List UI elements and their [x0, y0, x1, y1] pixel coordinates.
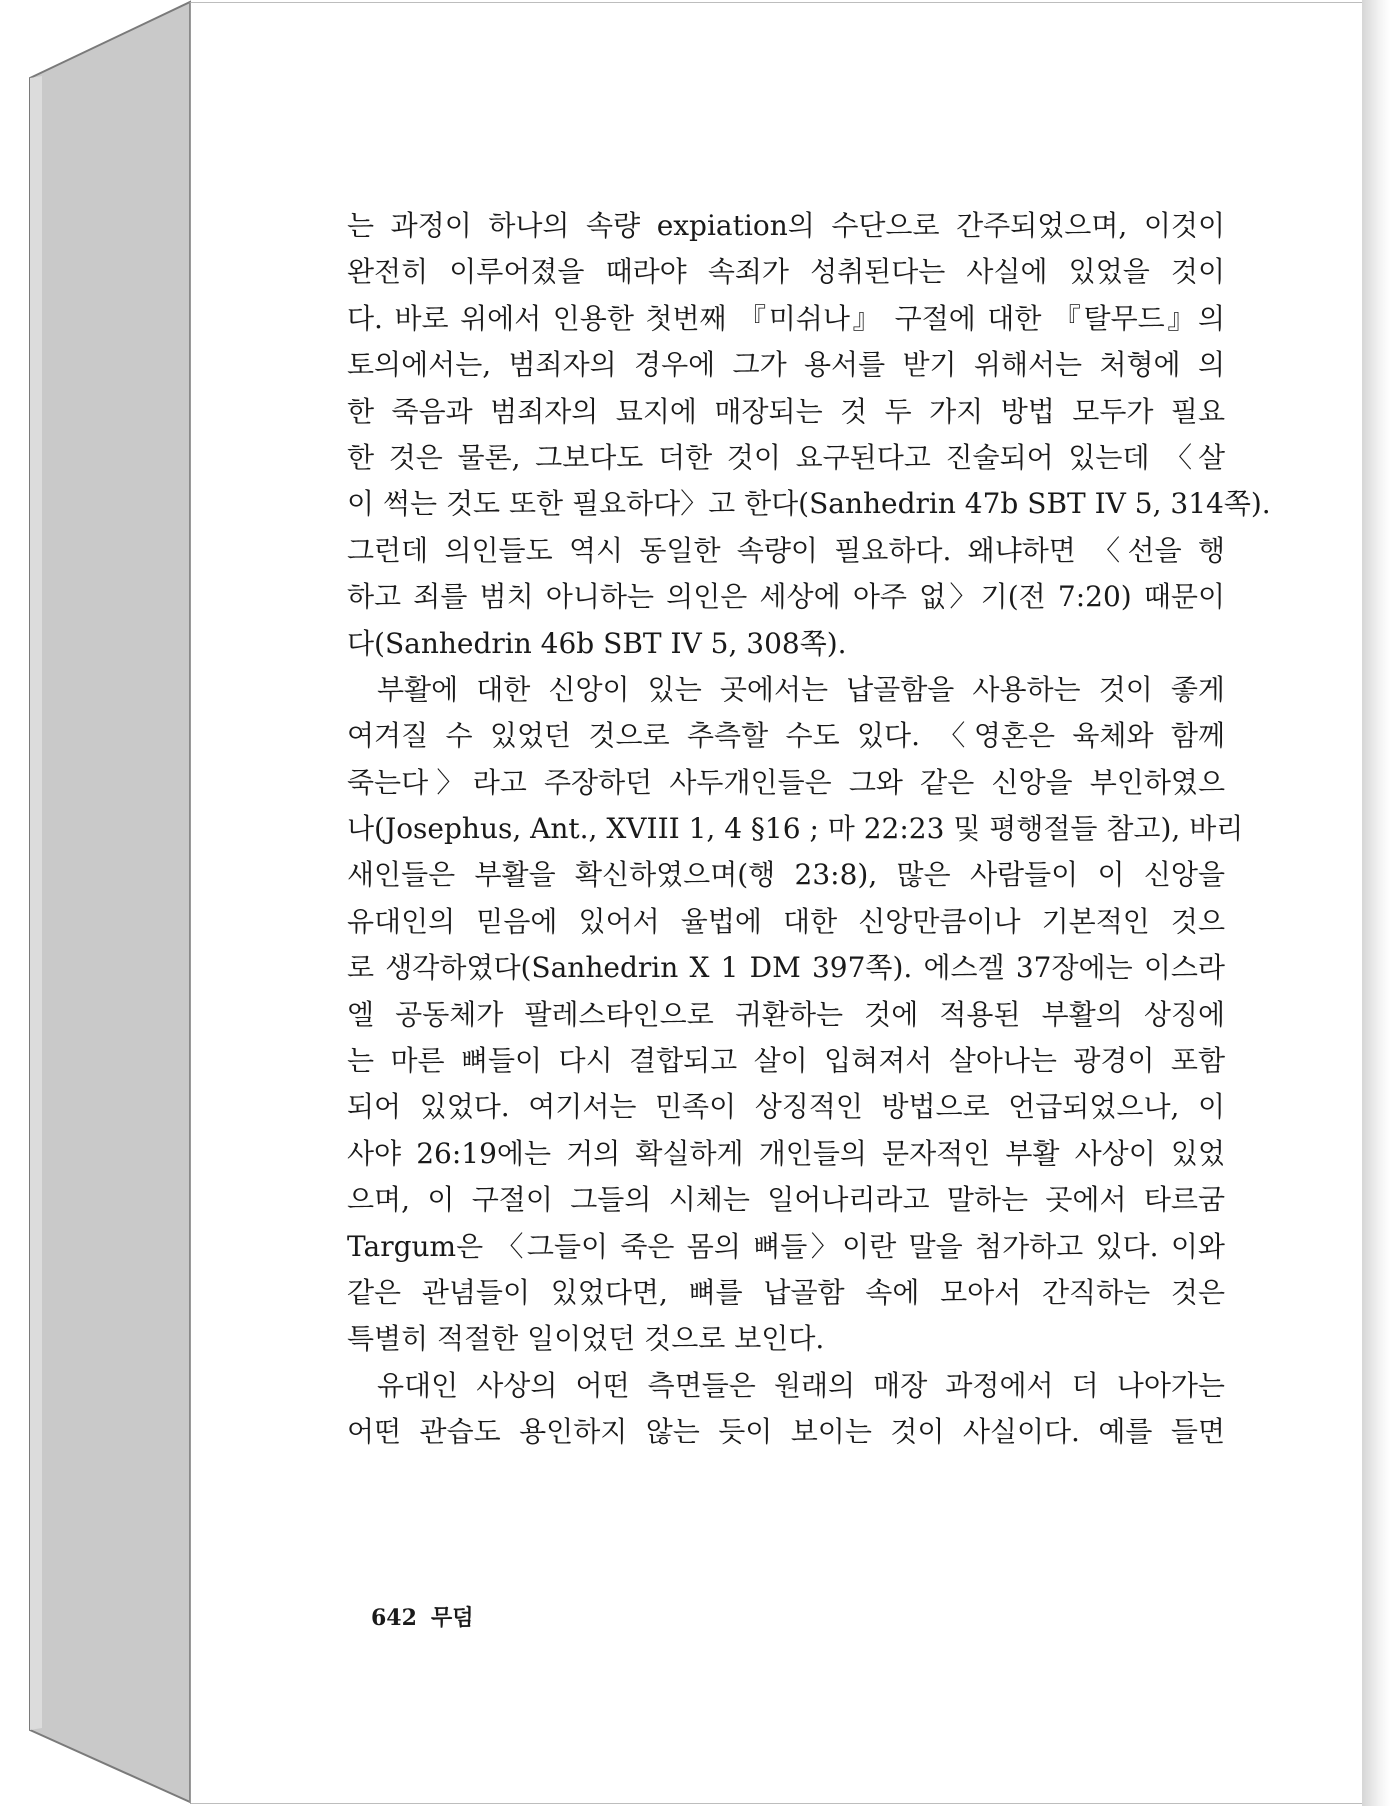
text-line: 같은 관념들이 있었다면, 뼈를 납골함 속에 모아서 간직하는 것은 — [347, 1275, 1225, 1309]
text-line: 죽는다〉라고 주장하던 사두개인들은 그와 같은 신앙을 부인하였으 — [347, 765, 1225, 799]
book-spine-graphic — [0, 0, 200, 1806]
text-line: 한 죽음과 범죄자의 묘지에 매장되는 것 두 가지 방법 모두가 필요 — [347, 394, 1225, 428]
paragraph-3 — [347, 1363, 1225, 1456]
text-line: 이 썩는 것도 또한 필요하다〉고 한다(Sanhedrin 47b SBT IV 5, 314쪽). — [347, 487, 1271, 521]
text-line: 사야 26:19에는 거의 확실하게 개인들의 문자적인 부활 사상이 있었 — [347, 1136, 1225, 1170]
text-line: 되어 있었다. 여기서는 민족이 상징적인 방법으로 언급되었으나, 이 — [347, 1090, 1225, 1124]
text-line: 그런데 의인들도 역시 동일한 속량이 필요하다. 왜냐하면 〈선을 행 — [347, 533, 1225, 567]
paragraph-1 — [347, 203, 1271, 667]
page-number: 642 — [371, 1605, 417, 1631]
text-line: 나(Josephus, Ant., XVIII 1, 4 §16 ; 마 22:23 및 평행절들 참고), 바리 — [347, 812, 1244, 846]
text-line: 한 것은 물론, 그보다도 더한 것이 요구된다고 진술되어 있는데 〈살 — [347, 440, 1225, 474]
text-line: 완전히 이루어졌을 때라야 속죄가 성취된다는 사실에 있었을 것이 — [347, 255, 1225, 289]
text-line: 으며, 이 구절이 그들의 시체는 일어나리라고 말하는 곳에서 타르굼 — [347, 1183, 1225, 1217]
text-line: 토의에서는, 범죄자의 경우에 그가 용서를 받기 위해서는 처형에 의 — [347, 348, 1225, 382]
text-line: 새인들은 부활을 확신하였으며(행 23:8), 많은 사람들이 이 신앙을 — [347, 858, 1225, 892]
text-line: 로 생각하였다(Sanhedrin X 1 DM 397쪽). 에스겔 37장에는 이스라 — [347, 951, 1225, 985]
text-line: 는 마른 뼈들이 다시 결합되고 살이 입혀져서 살아나는 광경이 포함 — [347, 1044, 1225, 1078]
book-page — [190, 2, 1373, 1804]
text-line: 엘 공동체가 팔레스타인으로 귀환하는 것에 적용된 부활의 상징에 — [347, 997, 1225, 1031]
paragraph-2 — [347, 667, 1244, 1363]
text-line: 여겨질 수 있었던 것으로 추측할 수도 있다. 〈영혼은 육체와 함께 — [347, 719, 1225, 753]
text-line: 는 과정이 하나의 속량 expiation의 수단으로 간주되었으며, 이것이 — [347, 209, 1225, 242]
text-line: 유대인 사상의 어떤 측면들은 원래의 매장 과정에서 더 나아가는 — [377, 1368, 1225, 1402]
page-footer — [371, 1601, 473, 1632]
text-line: 다(Sanhedrin 46b SBT IV 5, 308쪽). — [347, 626, 847, 660]
text-line: 특별히 적절한 일이었던 것으로 보인다. — [347, 1322, 825, 1356]
running-title: 무덤 — [430, 1605, 474, 1631]
text-line: 어떤 관습도 용인하지 않는 듯이 보이는 것이 사실이다. 예를 들면 — [347, 1415, 1225, 1449]
text-line: Targum은 〈그들이 죽은 몸의 뼈들〉이란 말을 첨가하고 있다. 이와 — [347, 1229, 1225, 1263]
text-line: 부활에 대한 신앙이 있는 곳에서는 납골함을 사용하는 것이 좋게 — [377, 672, 1225, 706]
body-text — [347, 203, 1271, 1456]
text-line: 유대인의 믿음에 있어서 율법에 대한 신앙만큼이나 기본적인 것으 — [347, 904, 1225, 938]
page-edge-shadow — [1362, 0, 1390, 1806]
text-line: 하고 죄를 범치 아니하는 의인은 세상에 아주 없〉기(전 7:20) 때문이 — [347, 580, 1225, 614]
text-line: 다. 바로 위에서 인용한 첫번째 『미쉬나』 구절에 대한 『탈무드』의 — [347, 301, 1225, 335]
